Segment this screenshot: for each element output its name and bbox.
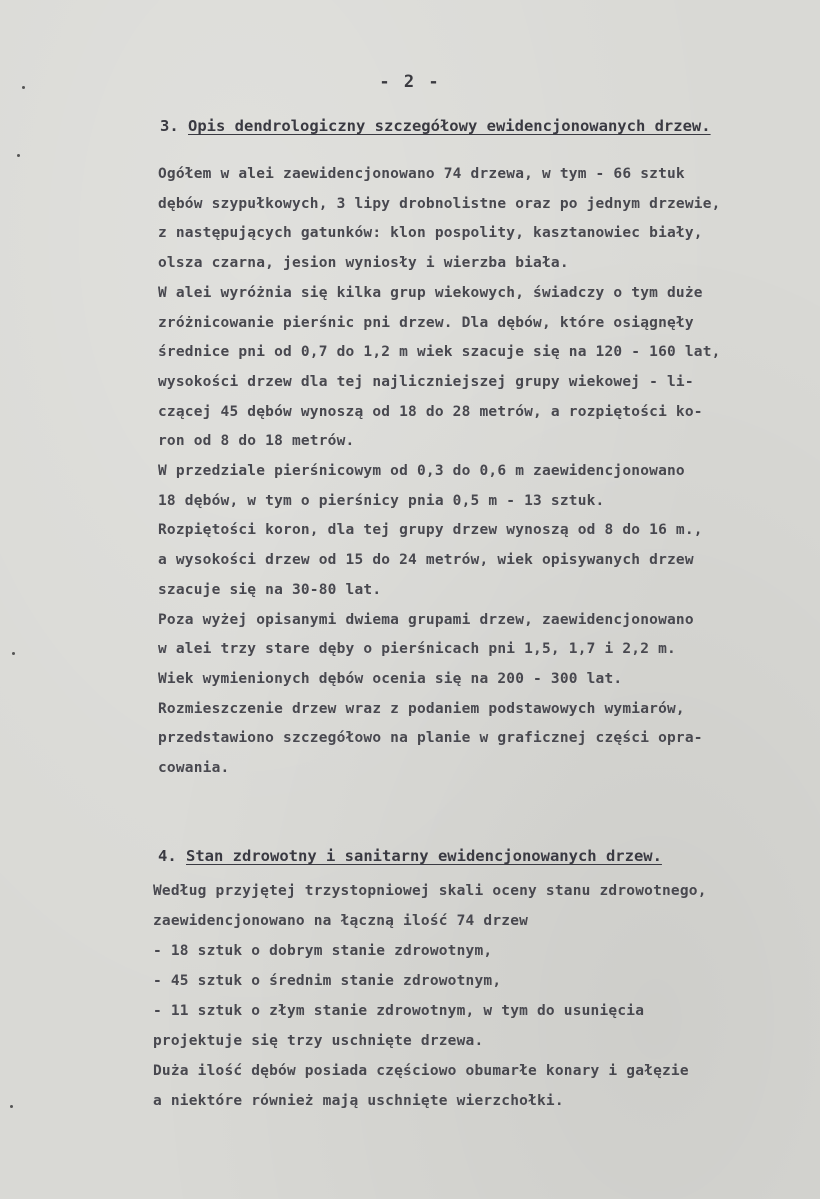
paper-speck: [12, 652, 15, 655]
text-line: a wysokości drzew od 15 do 24 metrów, wiek opisywanych drzew: [158, 552, 694, 569]
text-line: Według przyjętej trzystopniowej skali oceny stanu zdrowotnego,: [153, 883, 707, 899]
text-line: W alei wyróżnia się kilka grup wiekowych, świadczy o tym duże: [158, 284, 703, 301]
text-line: a niektóre również mają uschnięte wierzchołki.: [153, 1093, 564, 1109]
section-4-title: Stan zdrowotny i sanitarny ewidencjonowanych drzew.: [186, 847, 662, 865]
text-line: - 11 sztuk o złym stanie zdrowotnym, w tym do usunięcia: [153, 1003, 645, 1019]
section-4-heading: [158, 847, 662, 865]
text-line: w alei trzy stare dęby o pierśnicach pni 1,5, 1,7 i 2,2 m.: [158, 641, 676, 658]
text-line: Rozmieszczenie drzew wraz z podaniem podstawowych wymiarów,: [158, 700, 685, 717]
text-line: dębów szypułkowych, 3 lipy drobnolistne oraz po jednym drzewie,: [158, 195, 721, 212]
text-line: 18 dębów, w tym o pierśnicy pnia 0,5 m - 13 sztuk.: [158, 492, 605, 509]
text-line: W przedziale pierśnicowym od 0,3 do 0,6 m zaewidencjonowano: [158, 463, 685, 479]
section-3-heading: [160, 117, 711, 135]
text-line: cowania.: [158, 760, 230, 776]
section-3-title: Opis dendrologiczny szczegółowy ewidencjonowanych drzew.: [188, 117, 711, 135]
text-line: olsza czarna, jesion wyniosły i wierzba biała.: [158, 255, 569, 272]
text-line: projektuje się trzy uschnięte drzewa.: [153, 1033, 484, 1049]
text-line: zaewidencjonowano na łączną ilość 74 drzew: [153, 913, 529, 929]
text-line: średnice pni od 0,7 do 1,2 m wiek szacuje się na 120 - 160 lat,: [158, 344, 721, 361]
paper-speck: [10, 1105, 13, 1108]
paper-speck: [17, 154, 20, 157]
text-line: Wiek wymienionych dębów ocenia się na 200 - 300 lat.: [158, 670, 623, 687]
text-line: - 18 sztuk o dobrym stanie zdrowotnym,: [153, 943, 493, 959]
text-line: z następujących gatunków: klon pospolity, kasztanowiec biały,: [158, 225, 703, 242]
section-3-number: 3.: [160, 117, 179, 135]
text-line: Poza wyżej opisanymi dwiema grupami drzew, zaewidencjonowano: [158, 611, 694, 628]
text-line: szacuje się na 30-80 lat.: [158, 581, 382, 598]
text-line: - 45 sztuk o średnim stanie zdrowotnym,: [153, 973, 502, 989]
text-line: Rozpiętości koron, dla tej grupy drzew wynoszą od 8 do 16 m.,: [158, 522, 703, 539]
text-line: czącej 45 dębów wynoszą od 18 do 28 metrów, a rozpiętości ko-: [158, 403, 703, 420]
text-line: ron od 8 do 18 metrów.: [158, 433, 355, 450]
page-number: - 2 -: [379, 72, 441, 92]
section-4-number: 4.: [158, 847, 177, 865]
text-line: przedstawiono szczegółowo na planie w graficznej części opra-: [158, 730, 703, 747]
text-line: Ogółem w alei zaewidencjonowano 74 drzewa, w tym - 66 sztuk: [158, 166, 685, 182]
text-line: wysokości drzew dla tej najliczniejszej grupy wiekowej - li-: [158, 373, 694, 390]
text-line: zróżnicowanie pierśnic pni drzew. Dla dębów, które osiągnęły: [158, 314, 694, 331]
text-line: Duża ilość dębów posiada częściowo obumarłe konary i gałęzie: [153, 1063, 689, 1079]
